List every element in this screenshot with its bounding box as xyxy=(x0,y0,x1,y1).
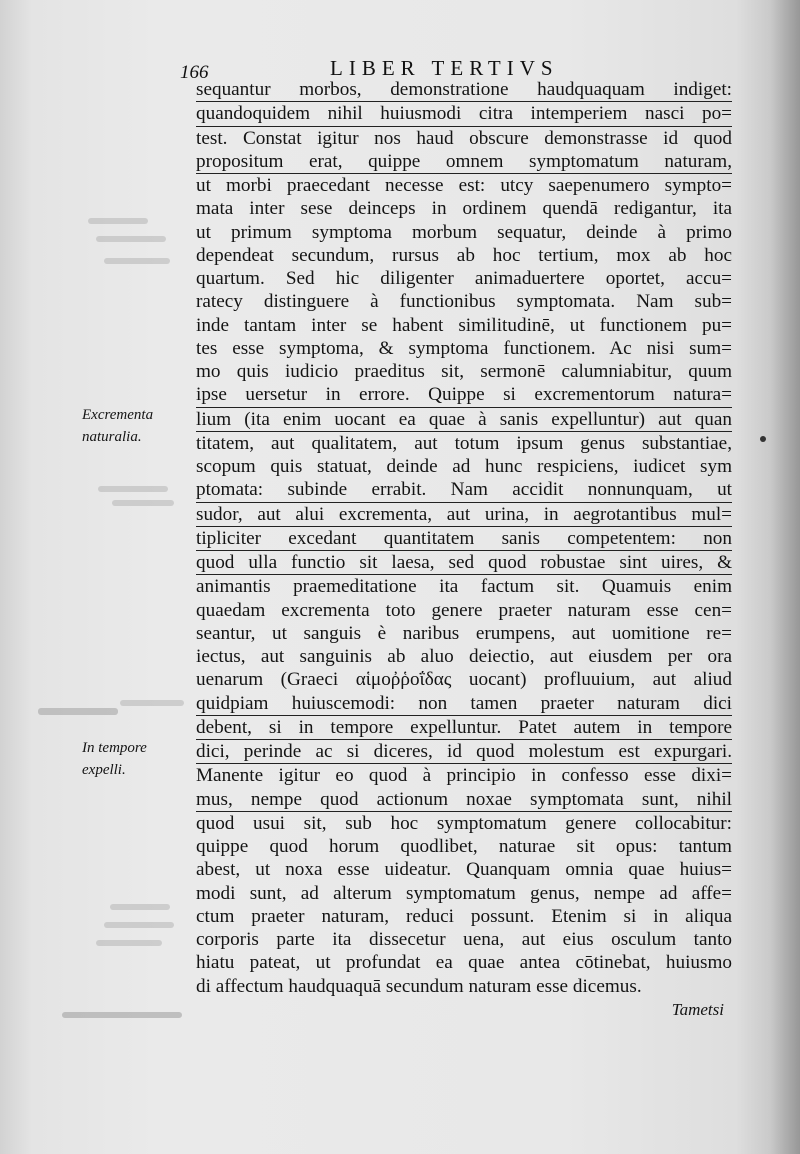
text-line: ratecy distinguere à functionibus symptomata. Nam sub= xyxy=(196,291,732,313)
text-line: propositum erat, quippe omnem symptomatum naturam, xyxy=(196,150,732,174)
text-line: sudor, aut alui excrementa, aut urina, in aegrotantibus mul= xyxy=(196,503,732,527)
text-line: lium (ita enim uocant ea quae à sanis expelluntur) aut quan xyxy=(196,408,732,432)
text-line: ctum praeter naturam, reduci possunt. Etenim si in aliqua xyxy=(196,905,732,927)
text-line: mo quis iudicio praeditus sit, sermonē calumniabitur, quum xyxy=(196,361,732,382)
text-line: mata inter sese deinceps in ordinem quendā redigantur, ita xyxy=(196,198,732,220)
text-line: Manente igitur eo quod à principio in confesso esse dixi= xyxy=(196,765,732,787)
margin-note-line: In tempore xyxy=(82,740,147,756)
show-through-mark xyxy=(104,258,170,264)
text-line: ipse uersetur in errore. Quippe si excrementorum natura= xyxy=(196,383,732,407)
text-line: quandoquidem nihil huiusmodi citra intemperiem nasci po= xyxy=(196,102,732,126)
running-title: LIBER TERTIVS xyxy=(330,56,559,80)
text-line: sequantur morbos, demonstratione haudquaquam indiget: xyxy=(196,78,732,102)
show-through-mark xyxy=(96,940,162,946)
margin-note-line: expelli. xyxy=(82,762,126,778)
text-line: ut morbi praecedant necesse est: utcy saepenumero sympto= xyxy=(196,175,732,196)
text-line: quaedam excrementa toto genere praeter naturam esse cen= xyxy=(196,599,732,621)
text-line: quippe quod horum quodlibet, naturae sit opus: tantum xyxy=(196,836,732,857)
text-line: iectus, aut sanguinis ab aluo deiectio, aut eiusdem per ora xyxy=(196,646,732,667)
body-text xyxy=(196,78,732,1021)
text-line: corporis parte ita dissecetur uena, aut eius osculum tanto xyxy=(196,929,732,950)
show-through-mark xyxy=(96,236,166,242)
margin-note-line: naturalia. xyxy=(82,429,142,445)
text-line: inde tantam inter se habent similitudinē, ut functionem pu= xyxy=(196,314,732,336)
text-line: mus, nempe quod actionum noxae symptomata sunt, nihil xyxy=(196,788,732,812)
page-number: 166 xyxy=(180,62,209,83)
text-line: di affectum haudquaquā secundum naturam esse dicemus. xyxy=(196,975,642,997)
margin-note xyxy=(82,404,187,448)
text-line: ut primum symptoma morbum sequatur, deinde à primo xyxy=(196,221,732,243)
text-line: debent, si in tempore expelluntur. Patet autem in tempore xyxy=(196,716,732,740)
text-line: scopum quis statuat, deinde ad hunc respiciens, iudicet sym xyxy=(196,456,732,477)
text-line: seantur, ut sanguis è naribus erumpens, aut uomitione re= xyxy=(196,622,732,644)
text-line: dependeat secundum, rursus ab hoc tertium, mox ab hoc xyxy=(196,244,732,266)
text-line: uenarum (Graeci αἱμοῤῥοΐδας uocant) profluuium, aut aliud xyxy=(196,669,732,691)
text-line: quod ulla functio sit laesa, sed quod robustae sint uires, & xyxy=(196,551,732,575)
ink-spot xyxy=(760,436,766,442)
text-line: tipliciter excedant quantitatem sanis competentem: non xyxy=(196,527,732,551)
show-through-mark xyxy=(98,486,168,492)
text-line: quidpiam huiuscemodi: non tamen praeter naturam dici xyxy=(196,692,732,716)
text-line: abest, ut noxa esse uideatur. Quanquam omnia quae huius= xyxy=(196,859,732,881)
text-line: animantis praemeditatione ita factum sit. Quamuis enim xyxy=(196,576,732,598)
ink-smudge xyxy=(38,708,118,715)
text-line: tes esse symptoma, & symptoma functionem. Ac nisi sum= xyxy=(196,337,732,359)
margin-note-line: Excrementa xyxy=(82,407,154,423)
text-line: ptomata: subinde errabit. Nam accidit nonnunquam, ut xyxy=(196,478,732,502)
text-line: hiatu pateat, ut profundat ea quae antea cōtinebat, huiusmo xyxy=(196,952,732,974)
margin-note xyxy=(82,737,187,781)
text-line: quod usui sit, sub hoc symptomatum genere collocabitur: xyxy=(196,812,732,834)
show-through-mark xyxy=(104,922,174,928)
show-through-mark xyxy=(110,904,170,910)
show-through-mark xyxy=(120,700,184,706)
show-through-mark xyxy=(88,218,148,224)
text-line: dici, perinde ac si diceres, id quod molestum est expurgari. xyxy=(196,740,732,764)
text-line: quartum. Sed hic diligenter animaduertere oportet, accu= xyxy=(196,268,732,289)
text-line: modi sunt, ad alterum symptomatum genus, nempe ad affe= xyxy=(196,882,732,904)
catchword: Tametsi xyxy=(671,999,724,1019)
text-line: titatem, aut qualitatem, aut totum ipsum genus substantiae, xyxy=(196,432,732,454)
ink-smudge xyxy=(62,1012,182,1018)
show-through-mark xyxy=(112,500,174,506)
text-line: test. Constat igitur nos haud obscure demonstrasse id quod xyxy=(196,127,732,149)
